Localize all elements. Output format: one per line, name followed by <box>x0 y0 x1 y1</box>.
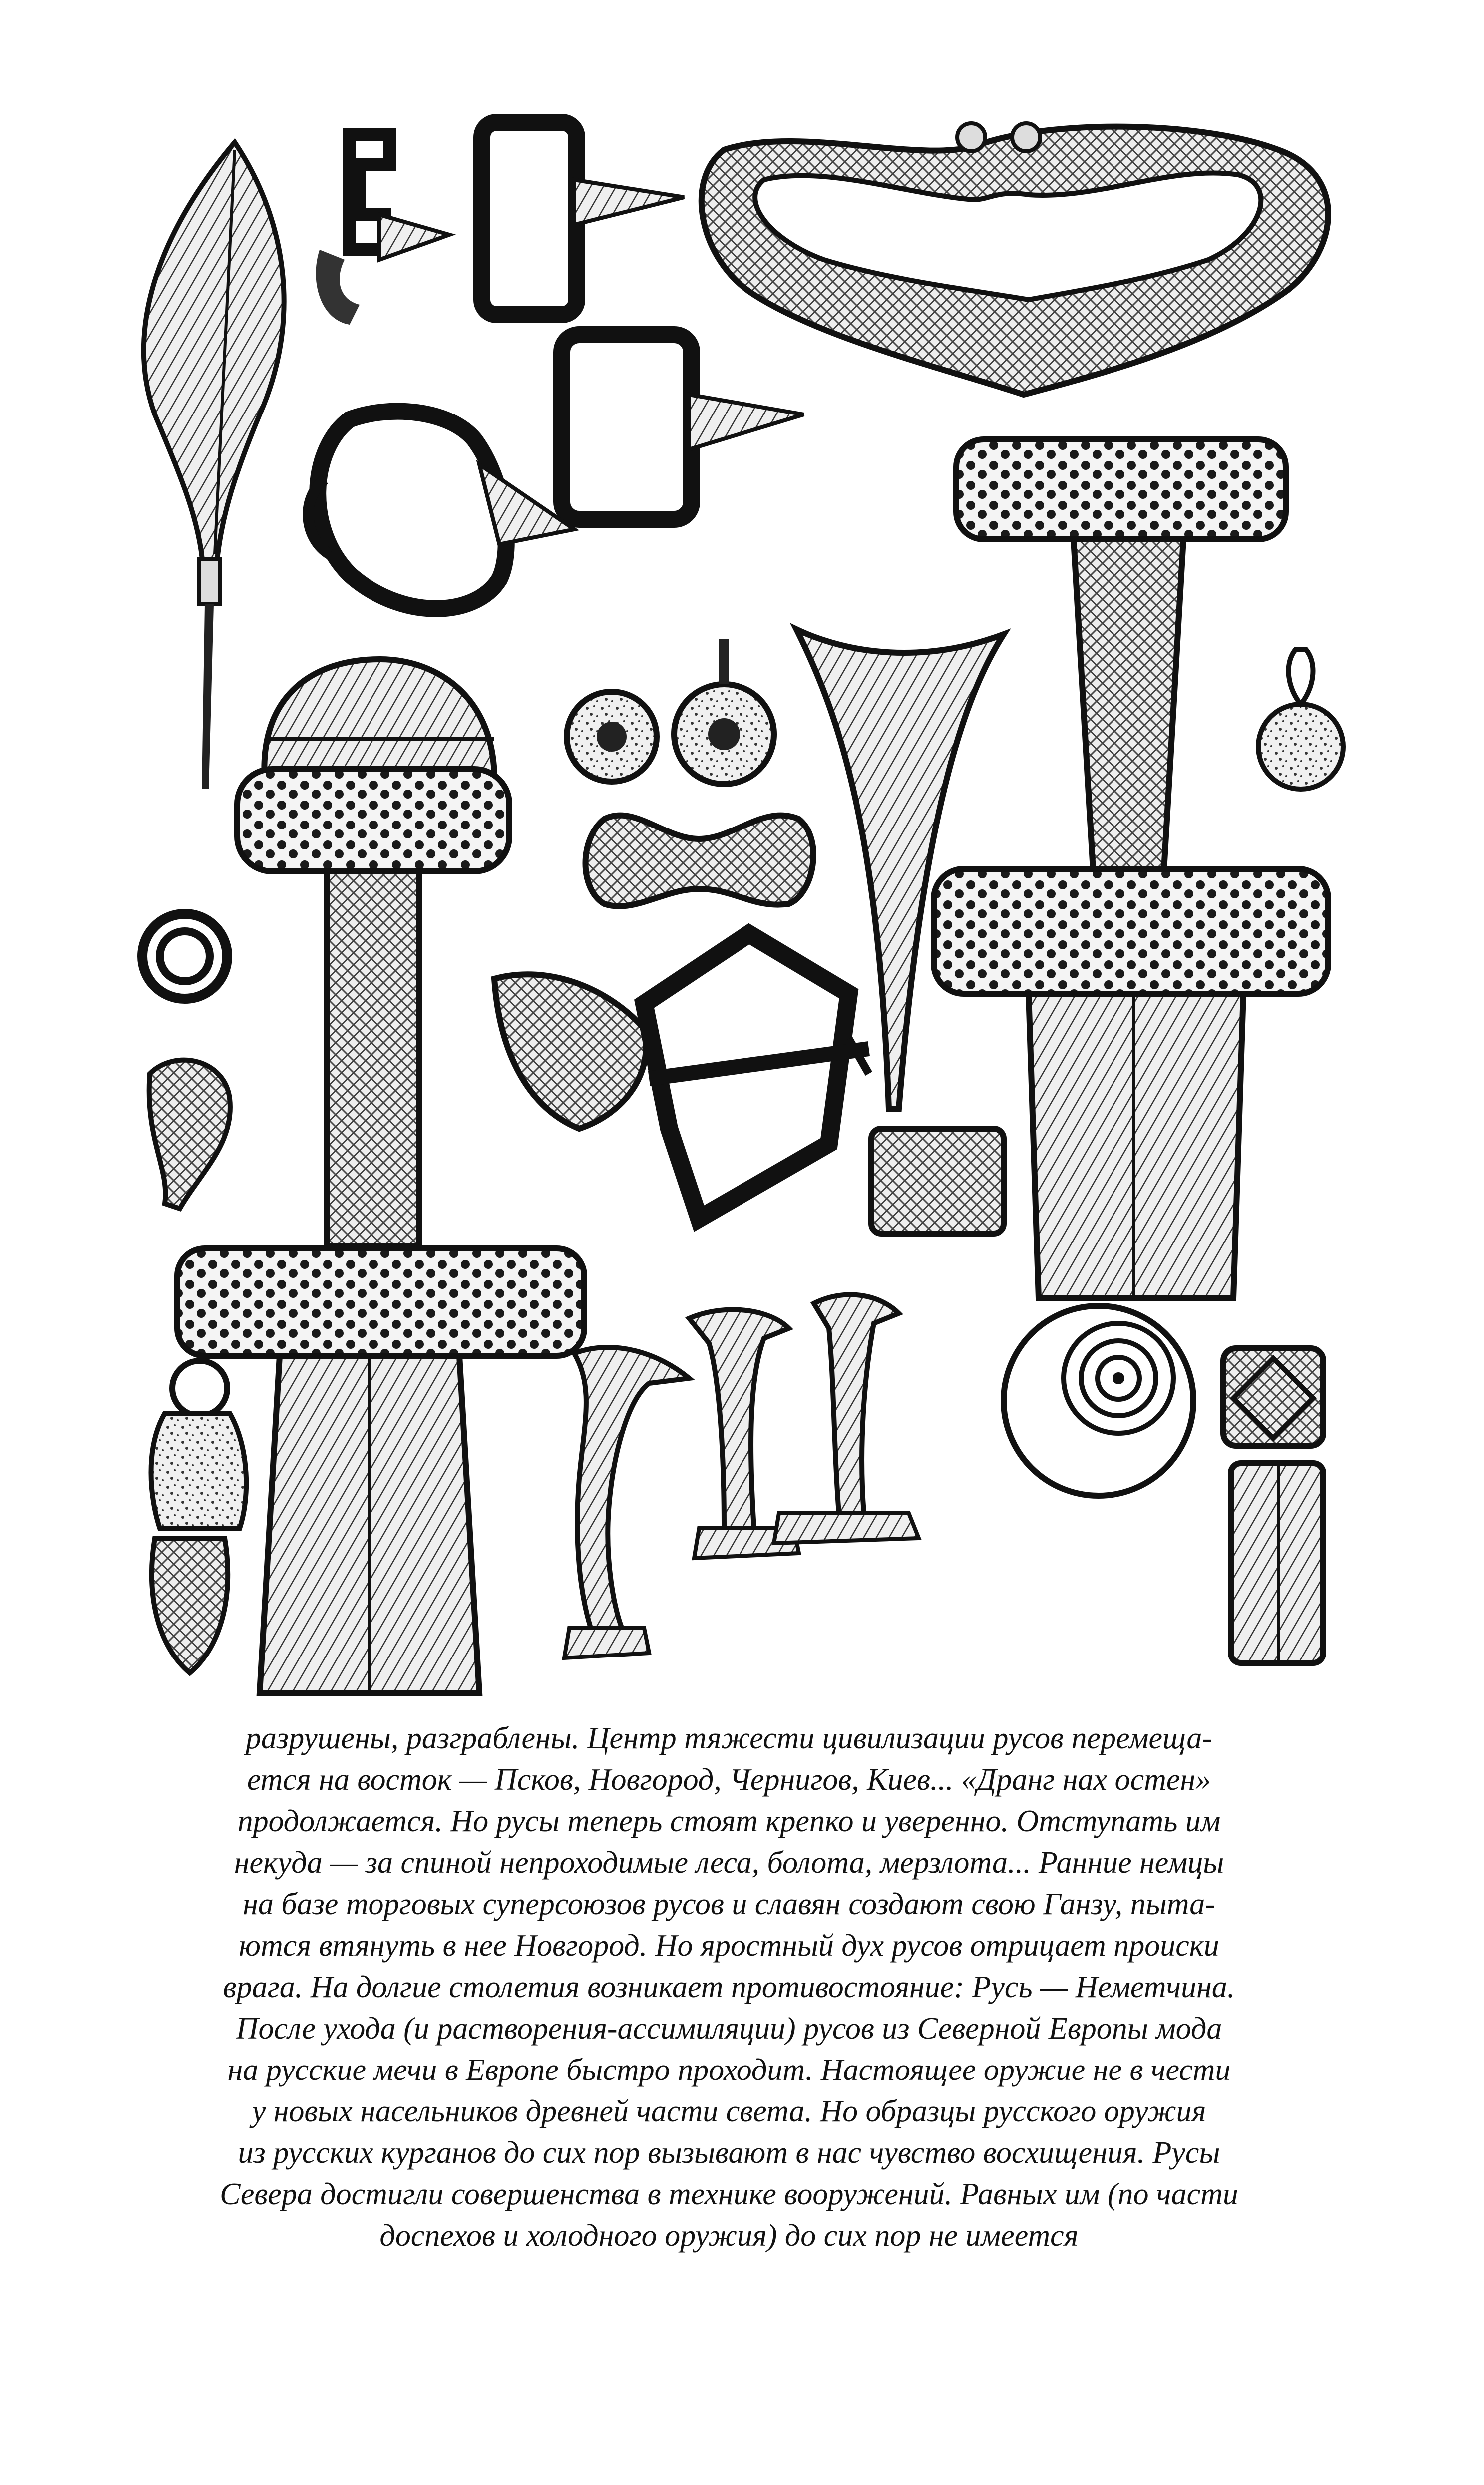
oval-plate-drawing <box>702 123 1328 395</box>
caption-line: Севера достигли совершенства в технике вооружений. Равных им (по части <box>220 2177 1238 2211</box>
caption-line: врага. На долгие столетия возникает противостояние: Русь — Неметчина. <box>223 1970 1235 2004</box>
rectangular-buckle-drawing-2 <box>562 335 804 519</box>
small-pendant-drawing <box>1258 649 1343 789</box>
ornate-buckle-drawing <box>494 934 869 1219</box>
caption-line: ются втянуть в нее Новгород. Но яростный дух русов отрицает происки <box>239 1929 1219 1963</box>
caption-line: из русских курганов до сих пор вызывают в нас чувство восхищения. Русы <box>238 2136 1220 2170</box>
beads-drawing <box>1223 1348 1323 1663</box>
caption-text <box>115 1718 1343 2257</box>
caption-line: продолжается. Но русы теперь стоят крепко и уверенно. Отступать им <box>237 1804 1221 1838</box>
sword-left-drawing <box>177 659 584 1693</box>
caption-line: у новых насельников древней части света. Но образцы русского оружия <box>252 2094 1206 2128</box>
caption-line: некуда — за спиной непроходимые леса, болота, мерзлота... Ранние немцы <box>234 1846 1224 1880</box>
coiled-ring-drawing <box>142 914 230 1209</box>
caption-line: доспехов и холодного оружия) до сих пор не имеется <box>379 2219 1079 2253</box>
hook-buckle-drawing <box>316 135 450 325</box>
spearhead-drawing <box>144 142 284 789</box>
caption-line: разрушены, разграблены. Центр тяжести цивилизации русов перемеща- <box>245 1721 1213 1755</box>
caption-line: После ухода (и растворения-ассимиляции) русов из Северной Европы мода <box>236 2012 1222 2046</box>
square-plaque-drawing <box>871 1129 1004 1234</box>
spiral-ornament-drawing <box>1004 1306 1193 1496</box>
twisted-buckle-drawing <box>308 412 574 609</box>
rivets-drawing <box>564 1295 919 1658</box>
caption-line: на базе торговых суперсоюзов русов и славян создают свою Ганзу, пыта- <box>243 1887 1215 1921</box>
rectangular-buckle-drawing <box>482 122 684 315</box>
chain-pendant-drawing <box>151 1361 247 1673</box>
rosette-plaque-drawing <box>567 639 813 906</box>
caption-line: ется на восток — Псков, Новгород, Чернигов, Киев... «Дранг нах остен» <box>247 1763 1211 1797</box>
caption-line: на русские мечи в Европе быстро проходит. Настоящее оружие не в чести <box>227 2053 1231 2087</box>
